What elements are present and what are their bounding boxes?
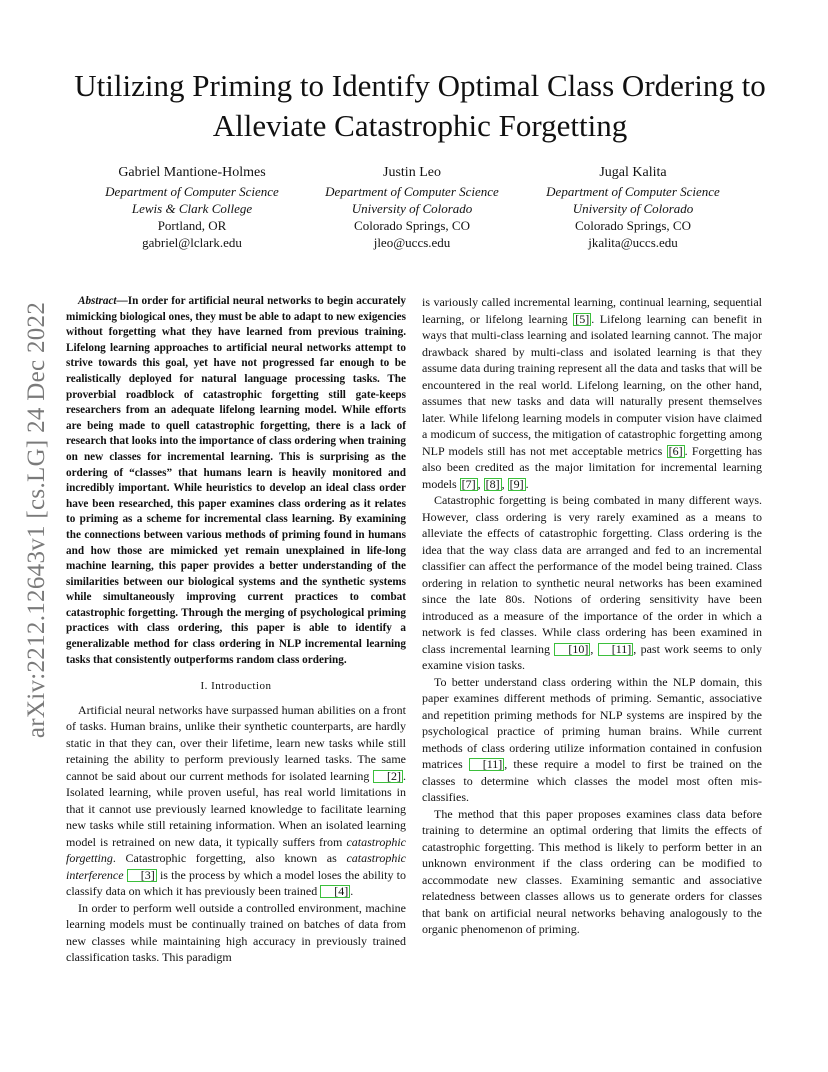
left-column — [66, 294, 406, 966]
intro-paragraph-1: Artificial neural networks have surpassed human abilities on a front of tasks. Human brains, unlike their synthetic counterparts, are hardly static in that they can, over their lifetime, learn new tasks while still retaining the ability to perform previously learned tasks. The same cannot be said about our current methods for isolated learning [2] . Isolated learning, while proven useful, has real world limitations in that it cannot use previously learned knowledge to facilitate learning new tasks while still retaining information. When an isolated learning model is retrained on new data, it typically suffers from catastrophic forgetting. Catastrophic forgetting, also known as catastrophic interference [3] is the process by which a model loses the ability to classify data on which it has previously been trained [4] . — [66, 702, 406, 899]
author-dept: Department of Computer Science — [325, 184, 499, 199]
citation-link[interactable]: [10] — [554, 643, 590, 656]
intro-paragraph-4: Catastrophic forgetting is being combated in many different ways. However, class ordering is very rarely examined as a means to alleviate the effects of catastrophic forgetting. Class ordering is the idea that the way class data are arranged and fed to an incremental classifier can affect the performance of the model being trained. Class ordering in relation to synthetic neural networks has been examined since the late 80s. Notions of ordering sensitivity have been introduced as a measure of the importance of the order in which a network is fed classes. While class ordering has been examined in class incremental learning [10] , [11] , past work seems to only examine vision tasks. — [422, 493, 762, 672]
author-name: Jugal Kalita — [599, 165, 667, 180]
citation-link[interactable]: [3] — [127, 869, 157, 882]
author-email: jkalita@uccs.edu — [588, 235, 678, 250]
citation-link[interactable]: [11] — [598, 643, 634, 656]
author-name: Gabriel Mantione-Holmes — [118, 165, 266, 180]
abstract-text: —In order for artificial neural networks to begin accurately mimicking biological ones, they must be able to adapt to new exigencies without forgetting what they have learned from previous training. Lifelong learning approaches to artificial neural networks attempt to strive towards this goal, yet have not progressed far enough to be realistically deployed for natural language processing tasks. The proverbial roadblock of catastrophic forgetting still gate-keeps researchers from an adequate lifelong learning model. While efforts are being made to quell catastrophic forgetting, there is a lack of research that looks into the importance of class ordering when training on new classes for incremental learning. This is surprising as the ordering of “classes” that humans learn is heavily monitored and incredibly important. While heuristics to develop an ideal class order have been researched, this paper examines class ordering as it relates to priming as a scheme for incremental class learning. By examining the connections between various methods of priming found in humans and how those are mimicked yet remain unexplained in life-long machine learning, this paper provides a better understanding of the similarities between our biological systems and the synthetic systems while simultaneously improving current practices to combat catastrophic forgetting. Through the merging of psychological priming practices with class ordering, this paper is able to identify a generalizable method for class ordering in NLP incremental learning tasks that consistently outperforms random class ordering. — [66, 295, 406, 666]
section-heading: I. Introduction — [200, 680, 272, 693]
intro-paragraph-2: In order to perform well outside a controlled environment, machine learning models must be continually trained on batches of data from new classes while maintaining high accuracy in previously trained classification tasks. This paradigm — [66, 900, 406, 965]
author-email: jleo@uccs.edu — [373, 235, 451, 250]
author-location: Colorado Springs, CO — [575, 218, 691, 233]
author-location: Colorado Springs, CO — [354, 218, 470, 233]
author-dept: Department of Computer Science — [546, 184, 720, 199]
citation-link[interactable]: [9] — [509, 476, 524, 491]
author-inst: Lewis & Clark College — [131, 201, 253, 216]
author-dept: Department of Computer Science — [105, 184, 279, 199]
author-email: gabriel@lclark.edu — [142, 235, 242, 250]
abstract-label: Abstract — [78, 295, 117, 307]
author-inst: University of Colorado — [351, 201, 473, 216]
author-2 — [292, 164, 532, 251]
citation-link[interactable]: [11] — [469, 758, 505, 771]
author-1 — [72, 164, 312, 251]
citation-link[interactable]: [8] — [485, 476, 500, 491]
author-inst: University of Colorado — [572, 201, 694, 216]
citation-link[interactable]: [6] — [668, 443, 683, 458]
intro-paragraph-6: The method that this paper proposes examines class data before training to determine an optimal ordering that limits the effects of catastrophic forgetting. This method is likely to perform better in an unknown environment if the class ordering can be modified to accommodate new classes. Examining semantic and associative relatedness between classes allows us to generate orders for classes that bank on artificial neural networks behaving analogously to the organic phenomenon of priming. — [422, 806, 762, 936]
citation-link[interactable]: [5] — [575, 311, 590, 326]
right-column — [422, 294, 762, 938]
citation-link[interactable]: [7] — [461, 476, 476, 491]
arxiv-stamp-text: arXiv:2212.12643v1 [cs.LG] 24 Dec 2022 — [23, 301, 50, 739]
citation-link[interactable]: [4] — [320, 885, 350, 898]
author-location: Portland, OR — [157, 218, 227, 233]
author-name: Justin Leo — [383, 165, 441, 180]
paper-title: Utilizing Priming to Identify Optimal Class Ordering to Alleviate Catastrophic Forgetting — [74, 68, 766, 143]
intro-paragraph-3: is variously called incremental learning, continual learning, sequential learning, or lifelong learning [5] . Lifelong learning can benefit in ways that multi-class learning and isolated learning cannot. The major drawback shared by multi-class and isolated learning is that they assume data during training represent all the data and tasks that will be encountered in the real world. Lifelong learning, on the other hand, assumes that new tasks and data will naturally present themselves later. While lifelong learning models in computer vision have claimed a modicum of success, the mitigation of catastrophic forgetting among NLP models still has not met acceptable metrics [6] . Forgetting has also been credited as the major limitation for incremental learning models [7] , [8] , [9] . — [422, 295, 762, 491]
intro-paragraph-5: To better understand class ordering within the NLP domain, this paper examines different methods of priming. Semantic, associative and repetition priming methods for NLP systems are inspired by the psychological practice of priming human brains. While current methods of class ordering utilize information contained in confusion matrices [11] , these require a model to first be trained on the classes to determine which classes the model most often mis-classifies. — [422, 674, 762, 804]
arxiv-stamp — [22, 280, 52, 760]
author-3 — [513, 164, 753, 251]
citation-link[interactable]: [2] — [373, 770, 403, 783]
abstract — [66, 294, 406, 668]
